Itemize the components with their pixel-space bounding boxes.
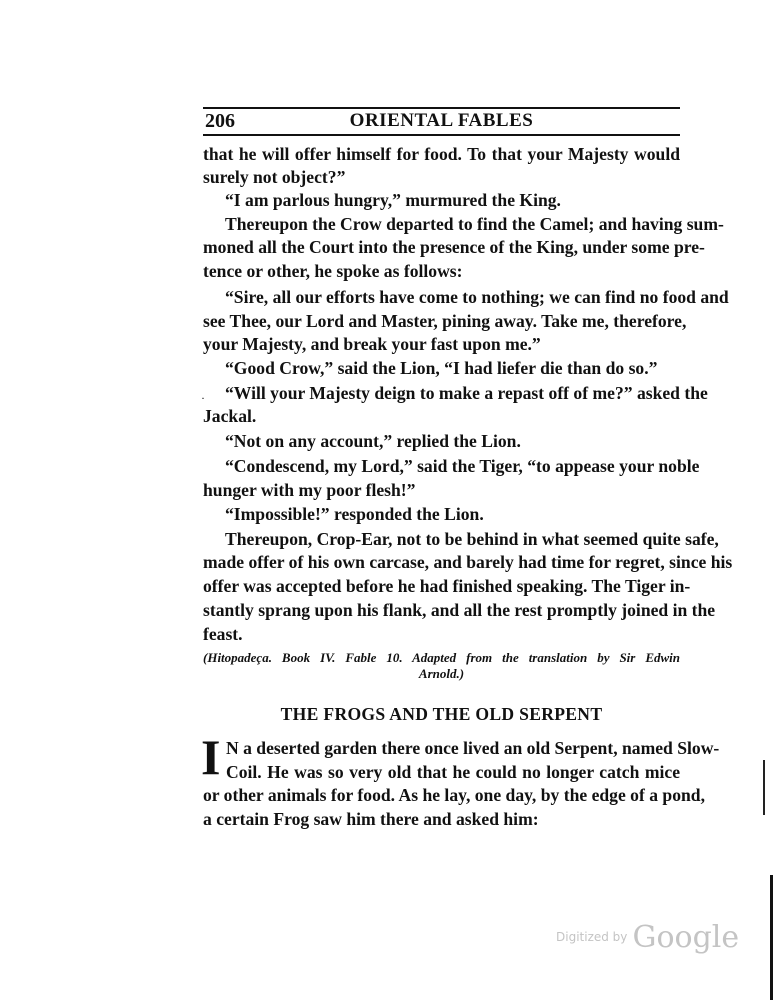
text-line: your Majesty, and break your fast upon me.” (203, 334, 541, 354)
header-top-rule (203, 107, 680, 109)
text-line: Thereupon, Crop-Ear, not to be behind in what seemed quite safe, (225, 529, 719, 549)
digitized-watermark (556, 920, 739, 955)
running-title: ORIENTAL FABLES (349, 110, 534, 131)
text-line: “Not on any account,” replied the Lion. (225, 431, 521, 451)
source-citation: (Hitopadeça. Book IV. Fable 10. Adapted from the translation by Sir Edwin (203, 650, 680, 665)
text-line: feast. (203, 624, 243, 644)
text-line: offer was accepted before he had finished speaking. The Tiger in- (203, 576, 691, 596)
scan-edge-mark (770, 875, 773, 1000)
watermark-prefix: Digitized by (556, 930, 628, 944)
source-citation-continued: Arnold.) (418, 666, 465, 681)
text-line: that he will offer himself for food. To that your Majesty would (203, 144, 680, 164)
text-line: Coil. He was so very old that he could no longer catch mice (226, 762, 680, 782)
text-line: stantly sprang upon his flank, and all the rest promptly joined in the (203, 600, 716, 620)
google-logo: Google (632, 920, 740, 955)
text-line: “Condescend, my Lord,” said the Tiger, “to appease your noble (225, 456, 700, 476)
text-line: see Thee, our Lord and Master, pining away. Take me, therefore, (203, 311, 687, 331)
stray-mark: · (201, 391, 205, 405)
header-bottom-rule (203, 134, 680, 136)
text-line: “Will your Majesty deign to make a repast off of me?” asked the (225, 383, 708, 403)
text-line: surely not object?” (203, 167, 346, 187)
text-line: “Sire, all our efforts have come to nothing; we can find no food and (225, 287, 729, 307)
text-line: “Impossible!” responded the Lion. (225, 504, 484, 524)
text-line: moned all the Court into the presence of the King, under some pre- (203, 237, 705, 257)
story-title: THE FROGS AND THE OLD SERPENT (280, 704, 603, 724)
text-line: N a deserted garden there once lived an old Serpent, named Slow- (226, 738, 720, 758)
text-line: or other animals for food. As he lay, one day, by the edge of a pond, (203, 785, 705, 805)
running-header (203, 110, 680, 134)
scan-edge-mark (763, 760, 765, 815)
text-line: hunger with my poor flesh!” (203, 480, 416, 500)
text-line: a certain Frog saw him there and asked him: (203, 809, 539, 829)
text-line: tence or other, he spoke as follows: (203, 261, 463, 281)
text-line: “I am parlous hungry,” murmured the King. (225, 190, 561, 210)
text-line: made offer of his own carcase, and barely had time for regret, since his (203, 552, 733, 572)
text-line: “Good Crow,” said the Lion, “I had liefer die than do so.” (225, 358, 658, 378)
text-line: Jackal. (203, 406, 257, 426)
drop-cap: I (201, 729, 221, 785)
text-line: Thereupon the Crow departed to find the Camel; and having sum- (225, 214, 724, 234)
page-number: 206 (205, 110, 235, 132)
